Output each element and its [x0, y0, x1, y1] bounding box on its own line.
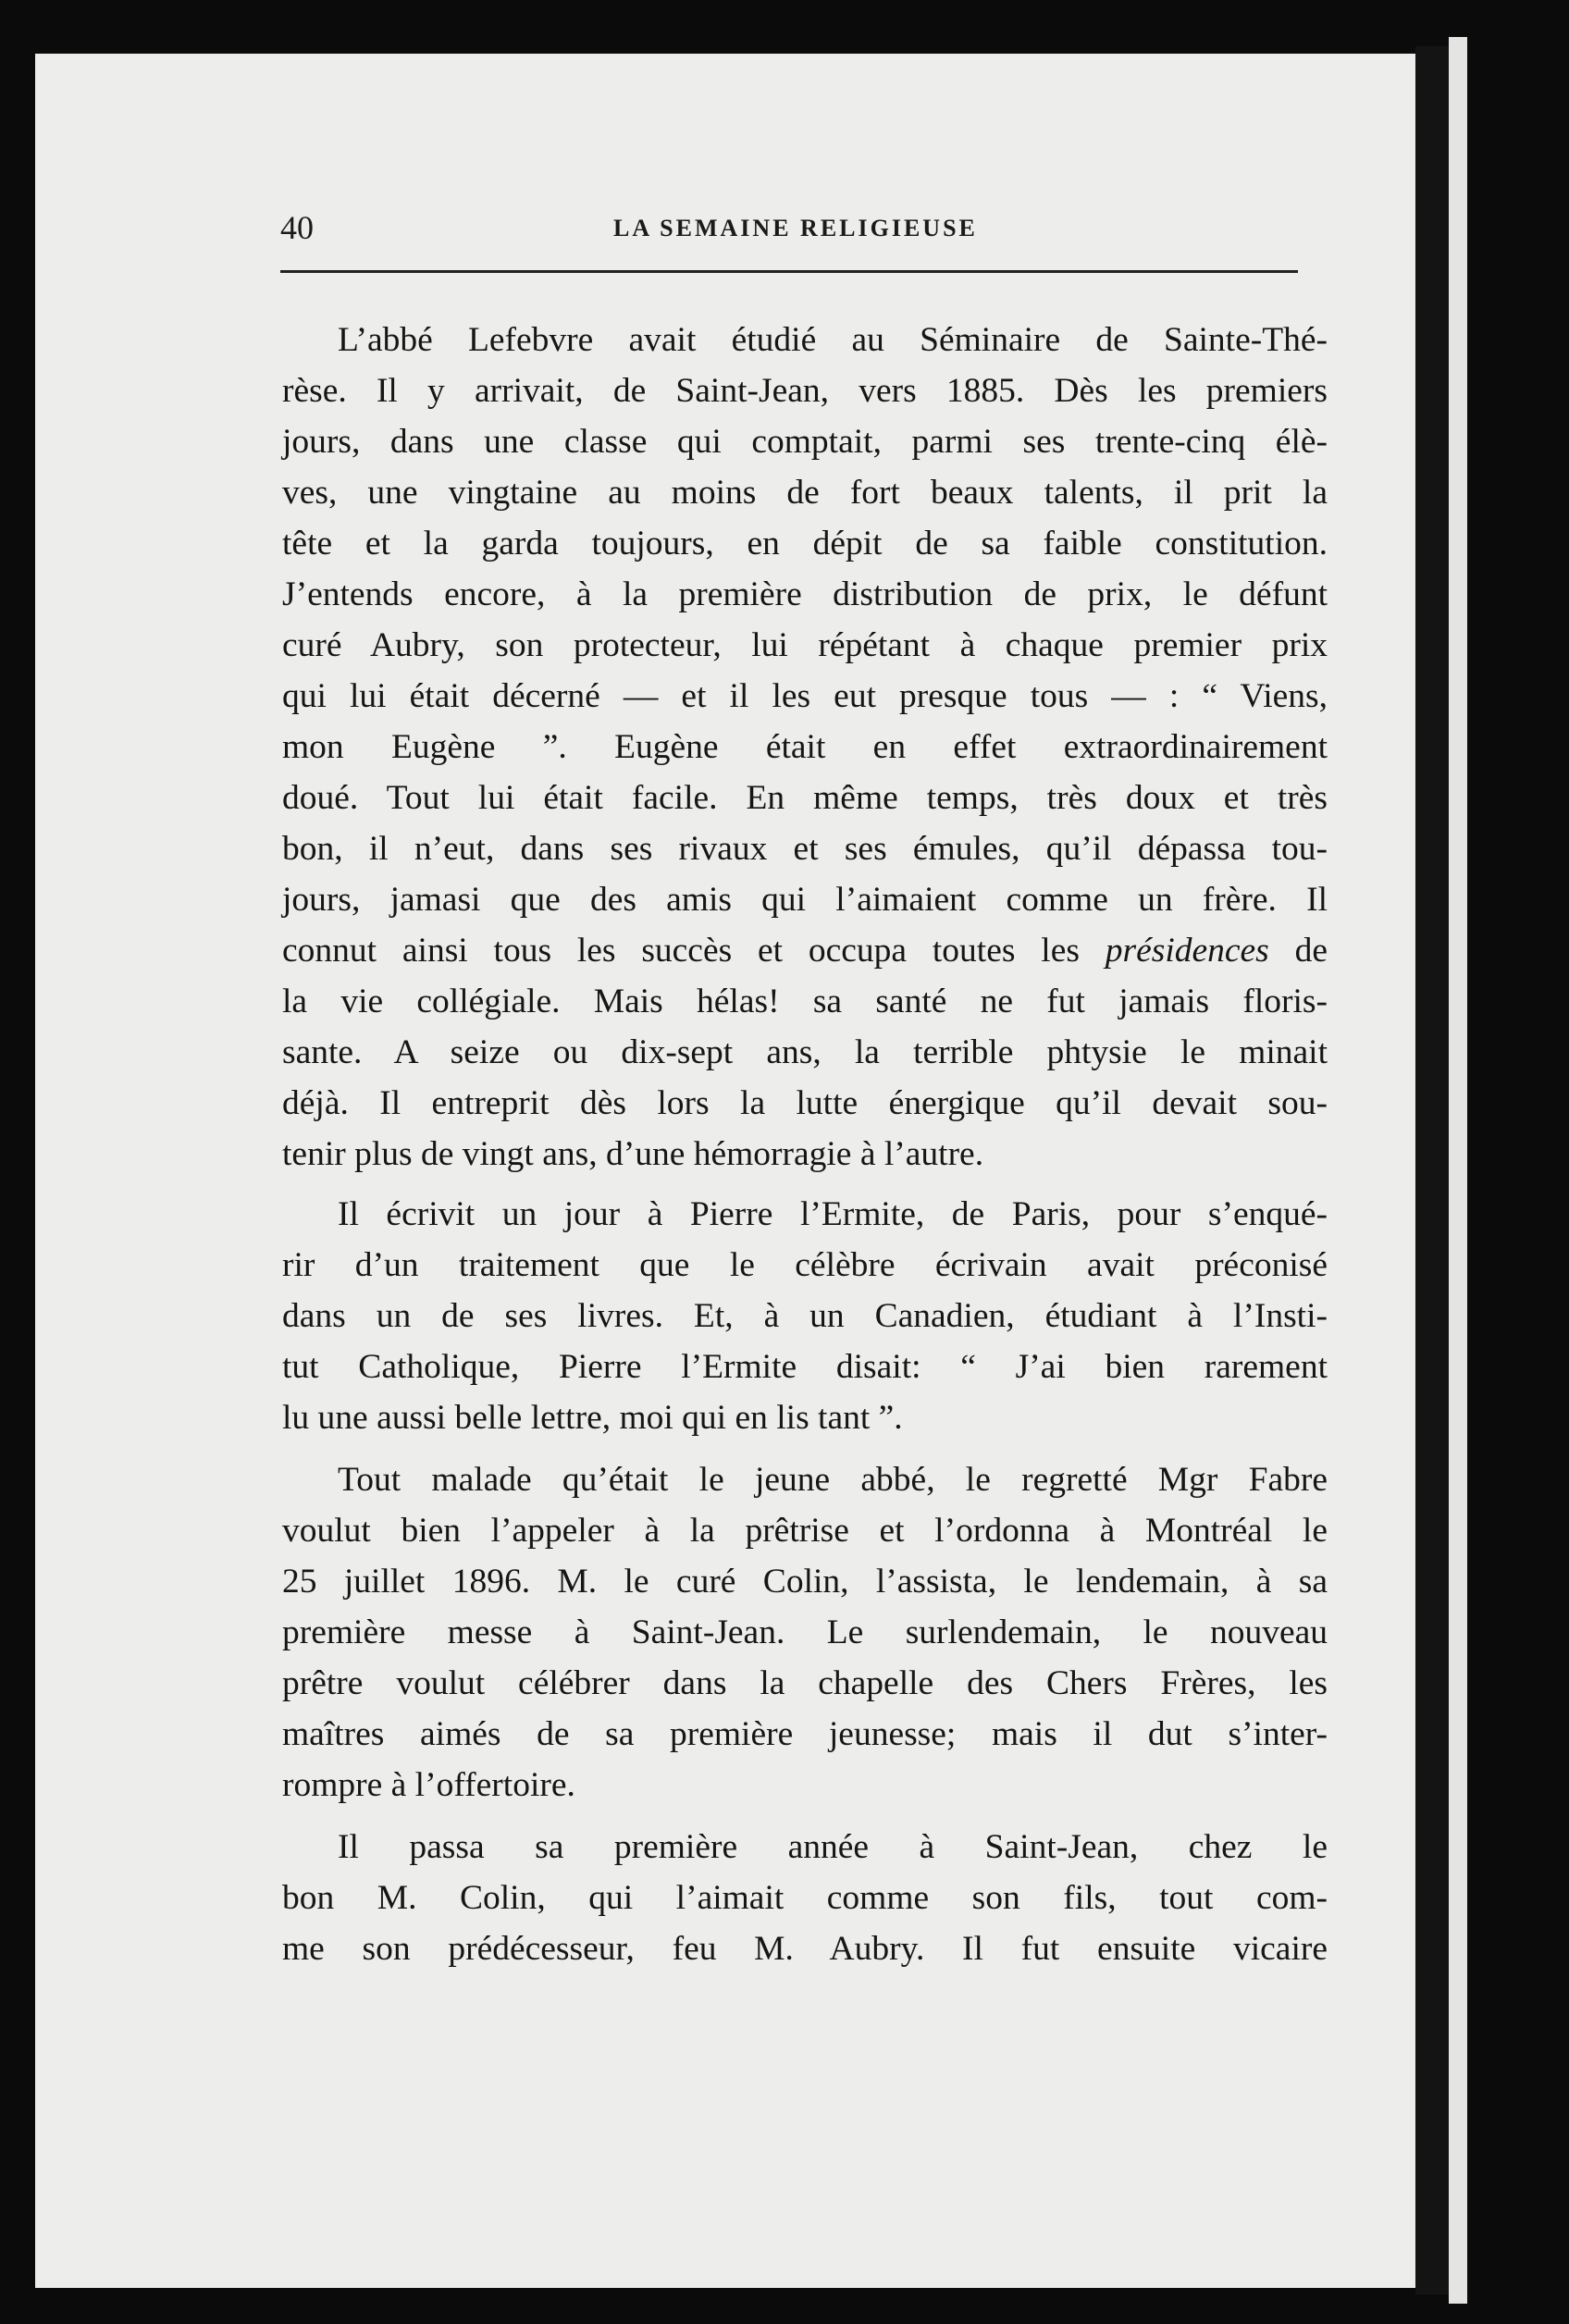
text-line: rèse. Il y arrivait, de Saint-Jean, vers 1885. Dès les premiers	[282, 372, 1328, 410]
text-line: sante. A seize ou dix-sept ans, la terrible phtysie le minait	[282, 1033, 1328, 1071]
text-line: tête et la garda toujours, en dépit de sa faible constitution.	[282, 525, 1328, 562]
paragraph-1	[282, 315, 1328, 1180]
text-line: lu une aussi belle lettre, moi qui en lis tant ”.	[282, 1399, 903, 1437]
text-line: Il écrivit un jour à Pierre l’Ermite, de Paris, pour s’enqué-	[338, 1195, 1328, 1233]
page-gutter-shadow	[1415, 46, 1449, 2294]
scan-border	[1467, 37, 1569, 2324]
text-line: maîtres aimés de sa première jeunesse; mais il dut s’inter-	[282, 1715, 1328, 1753]
paragraph-3	[282, 1454, 1328, 1811]
text-line: bon M. Colin, qui l’aimait comme son fils, tout com-	[282, 1879, 1328, 1917]
text-line: déjà. Il entreprit dès lors la lutte énergique qu’il devait sou-	[282, 1084, 1328, 1122]
text-line: ves, une vingtaine au moins de fort beaux talents, il prit la	[282, 474, 1328, 512]
facing-page-edge	[1449, 37, 1467, 2304]
text-line: 25 juillet 1896. M. le curé Colin, l’assista, le lendemain, à sa	[282, 1563, 1328, 1601]
body-text	[282, 315, 1328, 1974]
page-number: 40	[280, 209, 314, 246]
text-line: dans un de ses livres. Et, à un Canadien, étudiant à l’Insti-	[282, 1297, 1328, 1335]
text-line: curé Aubry, son protecteur, lui répétant à chaque premier prix	[282, 626, 1328, 664]
text-line: bon, il n’eut, dans ses rivaux et ses émules, qu’il dépassa tou-	[282, 830, 1328, 868]
text-line: première messe à Saint-Jean. Le surlendemain, le nouveau	[282, 1613, 1328, 1651]
italic-word: présidences	[1105, 932, 1269, 970]
text-line: L’abbé Lefebvre avait étudié au Séminaire de Sainte-Thé-	[338, 321, 1328, 359]
text-line: tut Catholique, Pierre l’Ermite disait: “ J’ai bien rarement	[282, 1348, 1328, 1386]
text-line: prêtre voulut célébrer dans la chapelle des Chers Frères, les	[282, 1664, 1328, 1702]
text-line: doué. Tout lui était facile. En même temps, très doux et très	[282, 779, 1328, 817]
text-line: me son prédécesseur, feu M. Aubry. Il fut ensuite vicaire	[282, 1930, 1328, 1968]
text-line: jours, dans une classe qui comptait, parmi ses trente-cinq élè-	[282, 423, 1328, 461]
text-line: jours, jamasi que des amis qui l’aimaient comme un frère. Il	[282, 881, 1328, 919]
paragraph-gap	[282, 1811, 1328, 1822]
text-line: J’entends encore, à la première distribution de prix, le défunt	[282, 575, 1328, 613]
running-title: LA SEMAINE RELIGIEUSE	[613, 215, 978, 241]
text-line: connut ainsi tous les succès et occupa toutes les présidences de	[282, 932, 1328, 970]
text-line: Il passa sa première année à Saint-Jean, chez le	[338, 1828, 1328, 1866]
text-line: tenir plus de vingt ans, d’une hémorragie à l’autre.	[282, 1135, 984, 1173]
text-line: rir d’un traitement que le célèbre écrivain avait préconisé	[282, 1246, 1328, 1284]
text-line: mon Eugène ”. Eugène était en effet extraordinairement	[282, 728, 1328, 766]
paragraph-gap	[282, 1443, 1328, 1454]
page-header	[280, 204, 1298, 259]
paragraph-2	[282, 1189, 1328, 1443]
text-line: rompre à l’offertoire.	[282, 1766, 575, 1804]
header-rule	[280, 270, 1298, 273]
text-line: voulut bien l’appeler à la prêtrise et l’ordonna à Montréal le	[282, 1512, 1328, 1550]
text-line: qui lui était décerné — et il les eut presque tous — : “ Viens,	[282, 677, 1328, 715]
paragraph-gap	[282, 1180, 1328, 1189]
paragraph-4	[282, 1822, 1328, 1974]
text-line: la vie collégiale. Mais hélas! sa santé ne fut jamais floris-	[282, 983, 1328, 1020]
text-line: Tout malade qu’était le jeune abbé, le regretté Mgr Fabre	[338, 1461, 1328, 1499]
